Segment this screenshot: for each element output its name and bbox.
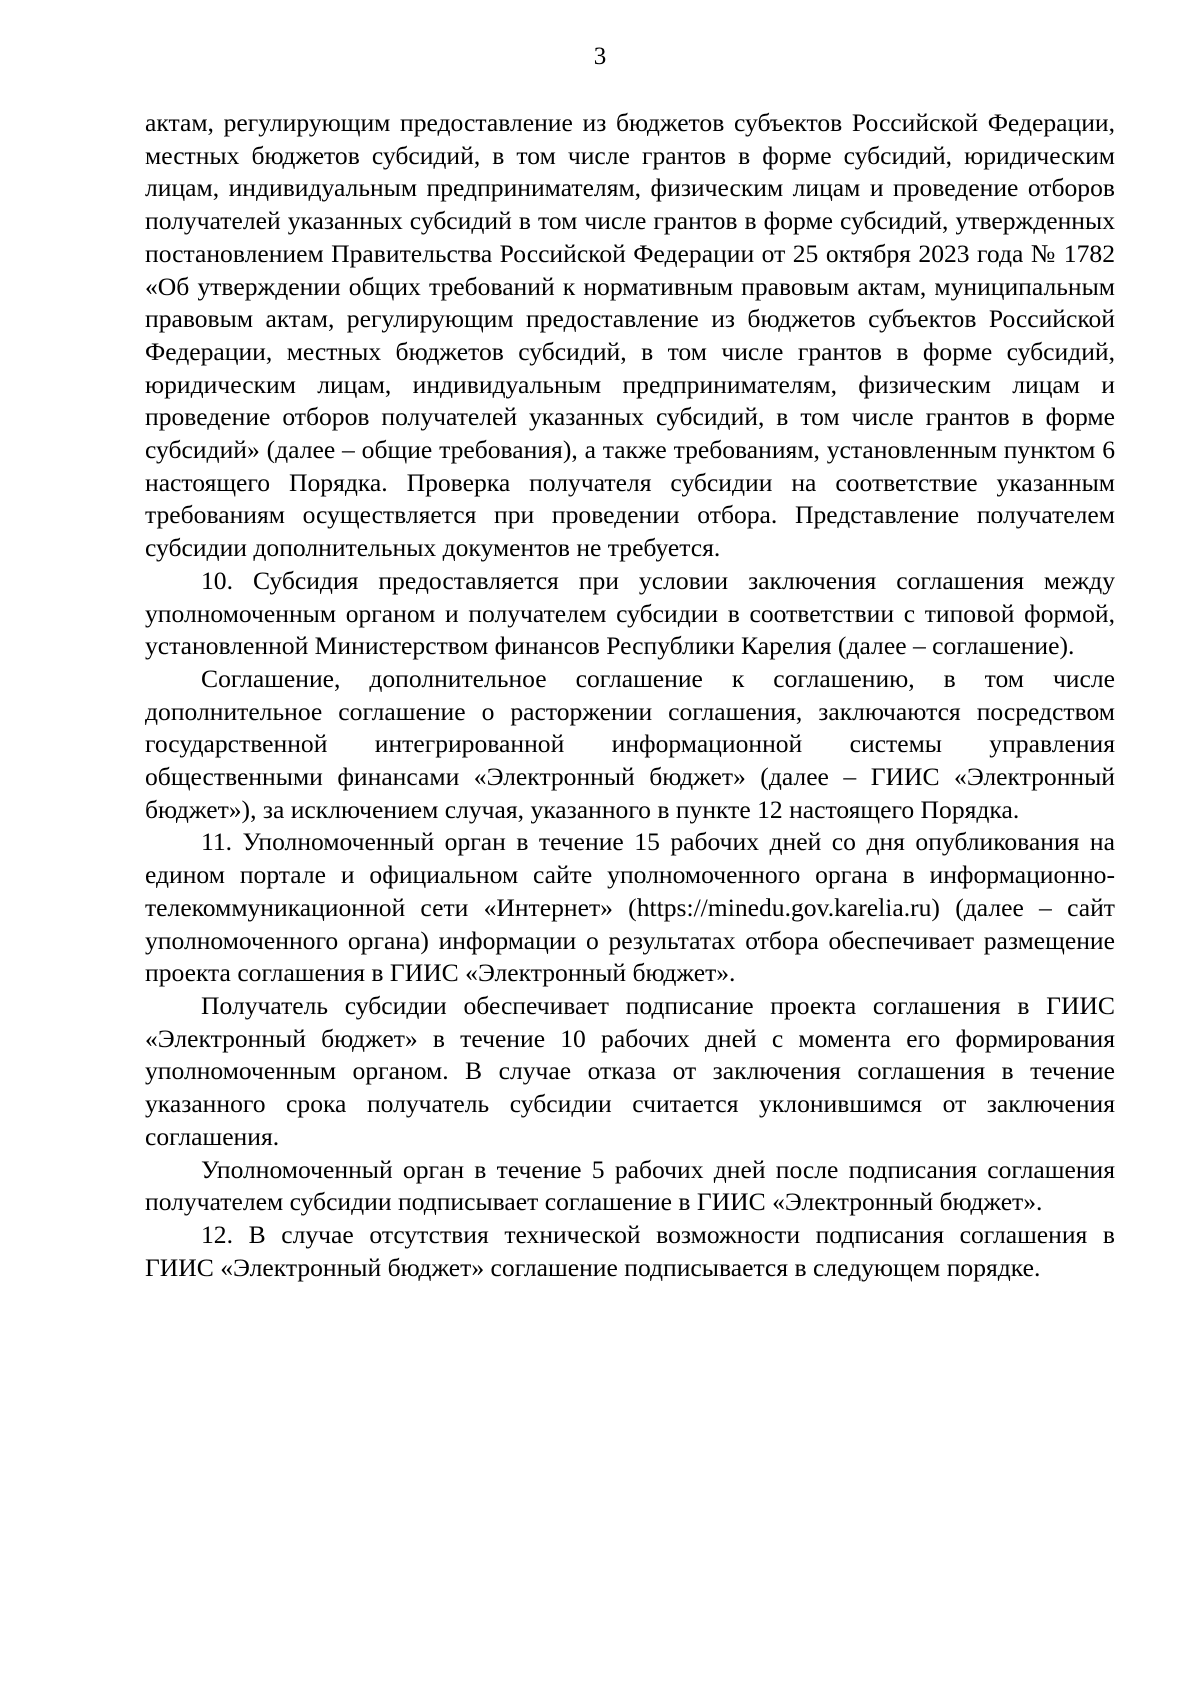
paragraph-recipient-signing: Получатель субсидии обеспечивает подписание проекта соглашения в ГИИС «Электронный бюджет» в течение 10 рабочих дней с момента его формирования уполномоченным органом. В случае отказа от заключения соглашения в течение указанного срока получатель субсидии считается уклонившимся от заключения соглашения. <box>145 990 1115 1151</box>
document-body <box>145 107 1115 1284</box>
paragraph-item-12: 12. В случае отсутствия технической возможности подписания соглашения в ГИИС «Электронный бюджет» соглашение подписывается в следующем порядке. <box>145 1219 1115 1282</box>
paragraph-agreement-system: Соглашение, дополнительное соглашение к соглашению, в том числе дополнительное соглашение о расторжении соглашения, заключаются посредством государственной интегрированной информационной системы управления общественными финансами «Электронный бюджет» (далее – ГИИС «Электронный бюджет»), за исключением случая, указанного в пункте 12 настоящего Порядка. <box>145 663 1115 824</box>
paragraph-item-10: 10. Субсидия предоставляется при условии заключения соглашения между уполномоченным органом и получателем субсидии в соответствии с типовой формой, установленной Министерством финансов Республики Карелия (далее – соглашение). <box>145 565 1115 661</box>
paragraph-item-11: 11. Уполномоченный орган в течение 15 рабочих дней со дня опубликования на едином портале и официальном сайте уполномоченного органа в информационно-телекоммуникационной сети «Интернет» (https://minedu.gov.karelia.ru) (далее – сайт уполномоченного органа) информации о результатах отбора обеспечивает размещение проекта соглашения в ГИИС «Электронный бюджет». <box>145 827 1115 988</box>
paragraph-authority-signing: Уполномоченный орган в течение 5 рабочих дней после подписания соглашения получателем субсидии подписывает соглашение в ГИИС «Электронный бюджет». <box>145 1154 1115 1217</box>
page-number: 3 <box>593 43 607 70</box>
paragraph-continuation: актам, регулирующим предоставление из бюджетов субъектов Российской Федерации, местных бюджетов субсидий, в том числе грантов в форме субсидий, юридическим лицам, индивидуальным предпринимателям, физическим лицам и проведение отборов получателей указанных субсидий в том числе грантов в форме субсидий, утвержденных постановлением Правительства Российской Федерации от 25 октября 2023 года № 1782 «Об утверждении общих требований к нормативным правовым актам, муниципальным правовым актам, регулирующим предоставление из бюджетов субъектов Российской Федерации, местных бюджетов субсидий, в том числе грантов в форме субсидий, юридическим лицам, индивидуальным предпринимателям, физическим лицам и проведение отборов получателей указанных субсидий, в том числе грантов в форме субсидий» (далее – общие требования), а также требованиям, установленным пунктом 6 настоящего Порядка. Проверка получателя субсидии на соответствие указанным требованиям осуществляется при проведении отбора. Представление получателем субсидии дополнительных документов не требуется. <box>145 108 1115 563</box>
